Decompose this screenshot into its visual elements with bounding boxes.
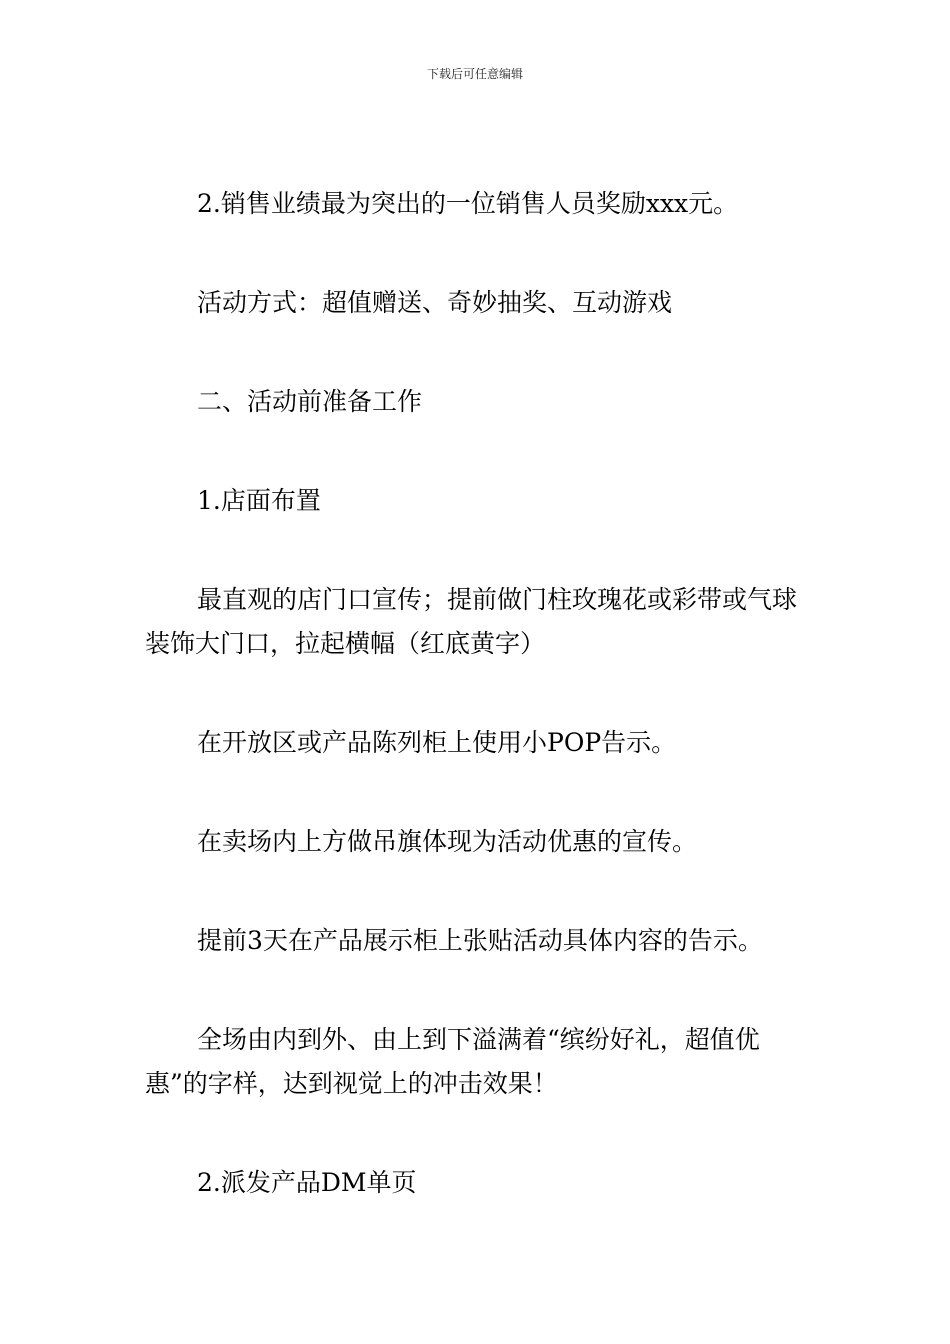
paragraph-pop-notice: 在开放区或产品陈列柜上使用小POP告示。 — [197, 728, 677, 757]
paragraph-sales-award: 2.销售业绩最为突出的一位销售人员奖励xxx元。 — [197, 189, 739, 218]
paragraph-hanging-flags: 在卖场内上方做吊旗体现为活动优惠的宣传。 — [197, 827, 698, 856]
page-header-note: 下载后可任意编辑 — [426, 67, 523, 81]
subheading-store-layout: 1.店面布置 — [197, 486, 321, 515]
subheading-dm-flyers: 2.派发产品DM单页 — [197, 1168, 417, 1197]
paragraph-visual-impact: 全场由内到外、由上到下溢满着“缤纷好礼，超值优惠”的字样，达到视觉上的冲击效果！ — [145, 1025, 760, 1098]
document-body — [145, 182, 807, 1205]
paragraph-storefront-promo: 最直观的店门口宣传；提前做门柱玫瑰花或彩带或气球装饰大门口，拉起横幅（红底黄字） — [145, 585, 798, 658]
section-heading-preparation: 二、活动前准备工作 — [197, 387, 423, 416]
paragraph-advance-notice: 提前3天在产品展示柜上张贴活动具体内容的告示。 — [197, 926, 763, 955]
paragraph-activity-methods: 活动方式：超值赠送、奇妙抽奖、互动游戏 — [197, 288, 673, 317]
